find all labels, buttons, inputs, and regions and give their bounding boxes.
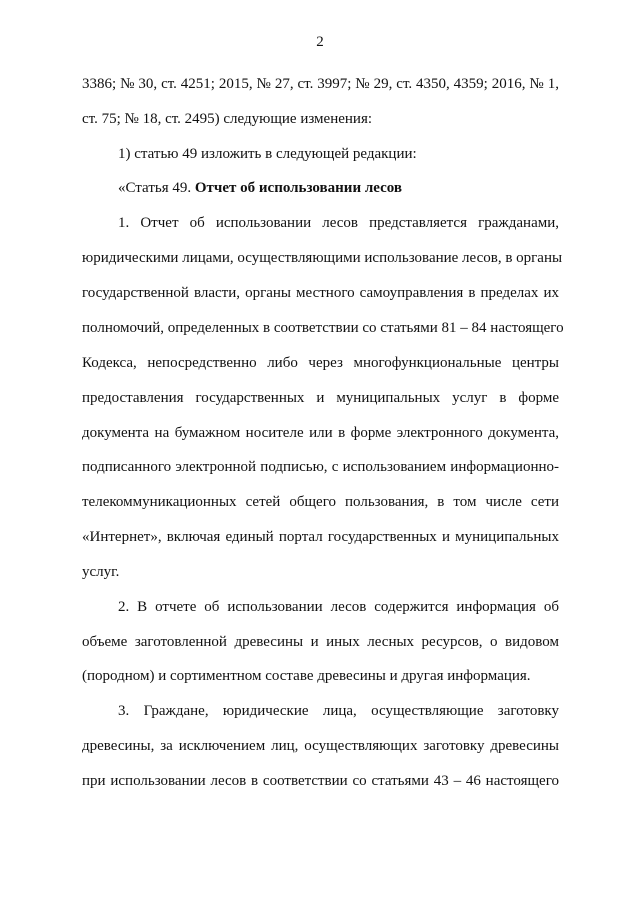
text-line-3: 1) статью 49 изложить в следующей редакции: xyxy=(118,146,417,162)
text-line-8: Кодекса, непосредственно либо через многофункциональные центры xyxy=(82,355,559,371)
text-line-10: документа на бумажном носителе или в форме электронного документа, xyxy=(82,425,559,441)
text-line-9: предоставления государственных и муниципальных услуг в форме xyxy=(82,390,559,406)
text-line-13: «Интернет», включая единый портал государственных и муниципальных xyxy=(82,529,559,545)
text-line-14: услуг. xyxy=(82,564,120,580)
text-line-11: подписанного электронной подписью, с использованием информационно- xyxy=(82,459,559,475)
article-heading xyxy=(118,178,559,198)
text-line-15: 2. В отчете об использовании лесов содержится информация об xyxy=(118,599,559,615)
article-title: Отчет об использовании лесов xyxy=(194,180,402,196)
text-line-7: полномочий, определенных в соответствии со статьями 81 – 84 настоящего xyxy=(82,320,564,336)
text-line-18: 3. Граждане, юридические лица, осуществляющие заготовку xyxy=(118,703,559,719)
text-line-5: юридическими лицами, осуществляющими использование лесов, в органы xyxy=(82,250,563,266)
text-line-1: 3386; № 30, ст. 4251; 2015, № 27, ст. 3997; № 29, ст. 4350, 4359; 2016, № 1, xyxy=(82,76,559,92)
text-line-2: ст. 75; № 18, ст. 2495) следующие изменения: xyxy=(82,111,373,127)
text-line-16: объеме заготовленной древесины и иных лесных ресурсов, о видовом xyxy=(82,634,559,650)
text-line-4: 1. Отчет об использовании лесов представляется гражданами, xyxy=(118,215,559,231)
text-line-6: государственной власти, органы местного самоуправления в пределах их xyxy=(82,285,559,301)
text-line-17: (породном) и сортиментном составе древесины и другая информация. xyxy=(82,668,531,684)
page-number: 2 xyxy=(316,34,324,50)
text-line-12: телекоммуникационных сетей общего пользования, в том числе сети xyxy=(82,494,559,510)
text-line-19: древесины, за исключением лиц, осуществляющих заготовку древесины xyxy=(82,738,559,754)
text-line-20: при использовании лесов в соответствии со статьями 43 – 46 настоящего xyxy=(82,773,559,789)
article-prefix: «Статья 49. xyxy=(118,180,192,196)
